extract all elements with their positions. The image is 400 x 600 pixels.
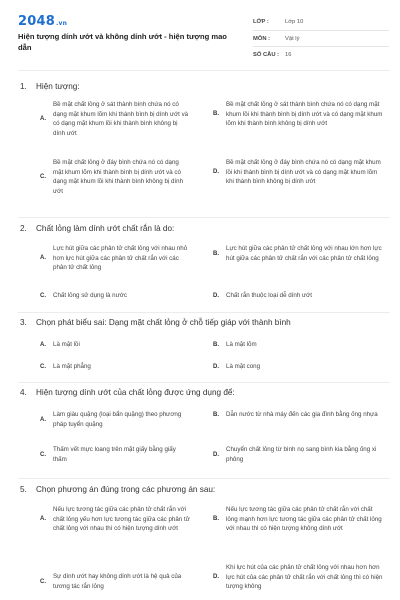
option-letter: C. bbox=[40, 363, 46, 370]
meta-value: 16 bbox=[285, 51, 292, 58]
option-c[interactable] bbox=[40, 572, 190, 591]
option-text: Thấm vết mực loang trên mặt giấy bằng giấy thấm bbox=[53, 446, 176, 463]
option-b[interactable] bbox=[213, 410, 383, 420]
option-text: Bề mặt chất lỏng ở sát thành bình chứa nó có dạng mặt khum lõm khi thành bình bị dính ướt và có dạng mặt khum lồi khi thành bình không bị dính ướt bbox=[53, 101, 189, 137]
document-header bbox=[0, 0, 400, 74]
option-a[interactable] bbox=[40, 100, 190, 138]
question-title bbox=[20, 318, 291, 327]
option-text: Dẫn nước từ nhà máy đến các gia đình bằng ống nhựa bbox=[226, 411, 378, 418]
option-text: Chuyển chất lỏng từ bình nọ sang bình kia bằng ống xi phông bbox=[226, 446, 377, 463]
site-logo[interactable] bbox=[18, 14, 67, 29]
option-text: Bề mặt chất lỏng ở sát thành bình chứa nó có dạng mặt khum lồi khi thành bình bị dính ướt và có dạng mặt khum lõm khi thành bình không bị dính ướt bbox=[226, 101, 383, 128]
question-title bbox=[20, 82, 80, 91]
option-a[interactable] bbox=[40, 244, 190, 273]
option-letter: B. bbox=[213, 250, 219, 257]
question-text: Chọn phát biểu sai: Dạng mặt chất lỏng ở chỗ tiếp giáp với thành bình bbox=[36, 318, 291, 327]
option-letter: C. bbox=[40, 451, 46, 458]
option-text: Là mặt lõm bbox=[226, 341, 257, 348]
question-divider bbox=[18, 478, 390, 479]
option-letter: B. bbox=[213, 411, 219, 418]
option-letter: D. bbox=[213, 574, 219, 581]
option-letter: D. bbox=[213, 451, 219, 458]
logo-main: 2048 bbox=[18, 14, 55, 29]
option-a[interactable] bbox=[40, 340, 190, 350]
option-text: Làm giàu quặng (loại bẩn quặng) theo phương pháp tuyển quặng bbox=[53, 411, 182, 428]
option-letter: C. bbox=[40, 578, 46, 585]
document-title: Hiện tượng dính ướt và không dính ướt - hiện tượng mao dẫn bbox=[18, 32, 227, 52]
option-text: Bề mặt chất lỏng ở đáy bình chứa nó có dạng mặt khum lõm khi thành bình bị dính ướt và có dạng mặt khum lồi khi thành bình không bị dính ướt bbox=[53, 159, 184, 195]
option-text: Lực hút giữa các phân tử chất lỏng với nhau lớn hơn lực hút giữa các phân tử chất rắn với các phân tử chất lỏng bbox=[226, 245, 382, 262]
option-text: Nếu lực tương tác giữa các phân tử chất rắn với chất lỏng mạnh hơn lực tương tác giữa các phân tử chất lỏng với nhau thì có hiện tượng không dính ướt bbox=[226, 506, 382, 533]
meta-key: LỚP : bbox=[253, 19, 269, 25]
option-c[interactable] bbox=[40, 362, 190, 372]
option-text: Chất lỏng sử dụng là nước bbox=[53, 292, 127, 299]
option-text: Nếu lực tương tác giữa các phân tử chất rắn với chất lỏng yếu hơn lực tương tác giữa các phân tử chất lỏng với nhau thì có hiện tượng dính ướt bbox=[53, 506, 190, 533]
question-title bbox=[20, 485, 215, 494]
meta-row-class bbox=[253, 14, 389, 30]
question-divider bbox=[18, 382, 390, 383]
option-b[interactable] bbox=[213, 505, 383, 534]
option-c[interactable] bbox=[40, 445, 190, 464]
question-number: 2. bbox=[20, 224, 27, 233]
option-text: Lực hút giữa các phân tử chất lỏng với nhau nhỏ hơn lực hút giữa các phân tử chất rắn với các phân tử chất lỏng bbox=[53, 245, 188, 272]
option-b[interactable] bbox=[213, 244, 383, 263]
meta-row-count bbox=[253, 46, 389, 62]
option-letter: B. bbox=[213, 111, 219, 118]
option-d[interactable] bbox=[213, 362, 383, 372]
option-c[interactable] bbox=[40, 158, 190, 196]
option-letter: B. bbox=[213, 516, 219, 523]
option-text: Sự dính ướt hay không dính ướt là hệ quả của tương tác rắn lỏng bbox=[53, 573, 182, 590]
meta-row-subject bbox=[253, 30, 389, 46]
option-c[interactable] bbox=[40, 291, 190, 301]
question-title bbox=[20, 388, 235, 397]
meta-value: Lớp 10 bbox=[285, 19, 304, 25]
meta-key: SỐ CÂU : bbox=[253, 51, 280, 58]
option-letter: C. bbox=[40, 292, 46, 299]
option-text: Bề mặt chất lỏng ở đáy bình chứa nó có dạng mặt khum lồi khi thành bình bị dính ướt và có dạng mặt khum lõm khi thành bình không bị dính ướt bbox=[226, 159, 381, 186]
header-divider bbox=[18, 70, 390, 71]
option-d[interactable] bbox=[213, 158, 383, 187]
option-text: Là mặt lồi bbox=[53, 341, 80, 348]
option-letter: D. bbox=[213, 169, 219, 176]
question-number: 1. bbox=[20, 82, 27, 91]
option-letter: A. bbox=[40, 416, 46, 423]
option-b[interactable] bbox=[213, 100, 383, 129]
question-divider bbox=[18, 217, 390, 218]
logo-suffix: .vn bbox=[55, 20, 68, 27]
option-text: Là mặt phẳng bbox=[53, 363, 91, 370]
option-letter: A. bbox=[40, 116, 46, 123]
option-b[interactable] bbox=[213, 340, 383, 350]
question-text: Hiện tượng dính ướt của chất lỏng được ứng dụng để: bbox=[36, 388, 235, 397]
question-number: 3. bbox=[20, 318, 27, 327]
meta-table bbox=[253, 14, 389, 62]
option-a[interactable] bbox=[40, 410, 190, 429]
question-number: 5. bbox=[20, 485, 27, 494]
option-a[interactable] bbox=[40, 505, 190, 534]
question-text: Hiện tượng: bbox=[36, 82, 80, 91]
option-d[interactable] bbox=[213, 563, 383, 592]
question-title bbox=[20, 224, 174, 233]
option-d[interactable] bbox=[213, 291, 383, 301]
meta-value: Vật lý bbox=[285, 35, 300, 42]
option-text: Là mặt cong bbox=[226, 363, 261, 370]
meta-key: MÔN : bbox=[253, 35, 271, 42]
option-letter: A. bbox=[40, 255, 46, 262]
option-text: Khi lực hút của các phân tử chất lỏng với nhau hơn hơn lực hút của các phân tử chất rắn với chất lỏng thì có hiện tượng không bbox=[226, 564, 383, 591]
option-letter: D. bbox=[213, 363, 219, 370]
question-number: 4. bbox=[20, 388, 27, 397]
option-d[interactable] bbox=[213, 445, 383, 464]
option-text: Chất rắn thuộc loại dễ dính ướt bbox=[226, 292, 312, 299]
question-text: Chọn phương án đúng trong các phương án sau: bbox=[36, 485, 216, 494]
option-letter: A. bbox=[40, 516, 46, 523]
option-letter: B. bbox=[213, 341, 219, 348]
option-letter: A. bbox=[40, 341, 46, 348]
option-letter: D. bbox=[213, 292, 219, 299]
question-divider bbox=[18, 312, 390, 313]
question-text: Chất lỏng làm dính ướt chất rắn là do: bbox=[36, 224, 175, 233]
option-letter: C. bbox=[40, 174, 46, 181]
